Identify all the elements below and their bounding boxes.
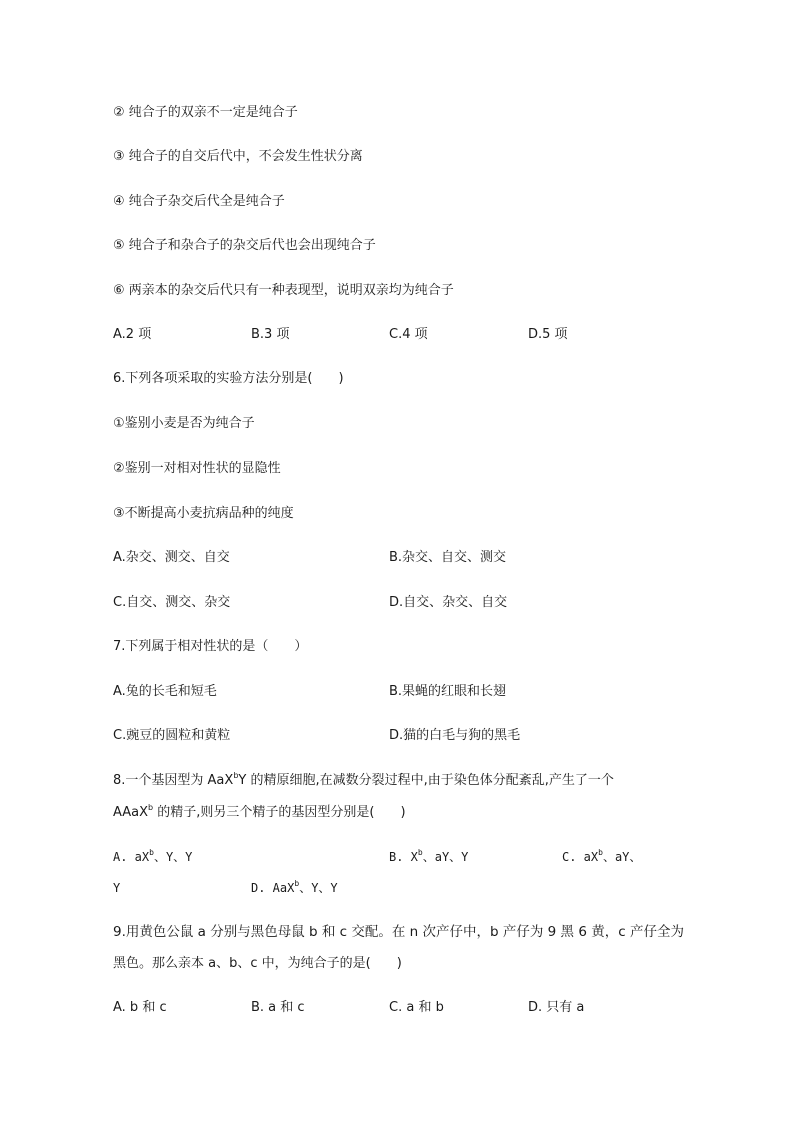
q7-option-d: D.猫的白毛与狗的黑毛	[389, 728, 521, 743]
q8-option-c-continued: Y	[113, 881, 121, 895]
q6-item-2: ②鉴别一对相对性状的显隐性	[113, 461, 281, 476]
q6-option-d: D.自交、杂交、自交	[389, 595, 508, 610]
q8-option-b-rest: 、aY、Y	[422, 850, 469, 864]
q6-stem: 6.下列各项采取的实验方法分别是( )	[113, 371, 344, 386]
q9-option-d: D. 只有 a	[528, 1000, 585, 1015]
q8-option-a	[113, 848, 192, 866]
q8-option-d-superscript: b	[294, 879, 300, 888]
q6-option-c: C.自交、测交、杂交	[113, 595, 231, 610]
q7-option-a: A.兔的长毛和短毛	[113, 684, 217, 699]
q8-option-d	[251, 879, 338, 897]
q8-stem-line-2-superscript: b	[148, 803, 154, 812]
q8-option-b-text: B. X	[389, 850, 418, 864]
q7-stem: 7.下列属于相对性状的是（ ）	[113, 639, 308, 654]
q6-item-1: ①鉴别小麦是否为纯合子	[113, 416, 255, 431]
q8-option-d-rest: 、Y、Y	[299, 881, 338, 895]
q8-option-d-text: D. AaX	[251, 881, 295, 895]
q5-option-a: A.2 项	[113, 327, 152, 342]
q6-item-3: ③不断提高小麦抗病品种的纯度	[113, 506, 294, 521]
q8-stem-text: 8.一个基因型为 AaX	[113, 773, 234, 788]
statement-5: ⑤ 纯合子和杂合子的杂交后代也会出现纯合子	[113, 238, 376, 253]
q8-option-b-superscript: b	[417, 848, 423, 857]
q8-option-b	[389, 848, 468, 866]
q5-option-c: C.4 项	[389, 327, 428, 342]
q9-option-c: C. a 和 b	[389, 1000, 444, 1015]
q8-stem-line-2	[113, 804, 406, 822]
q8-option-c-text: C. aX	[562, 850, 599, 864]
q8-stem-text-rest: Y 的精原细胞,在减数分裂过程中,由于染色体分配紊乱,产生了一个	[238, 773, 614, 788]
q8-stem	[113, 772, 614, 790]
q7-option-b: B.果蝇的红眼和长翅	[389, 684, 507, 699]
statement-6: ⑥ 两亲本的杂交后代只有一种表现型，说明双亲均为纯合子	[113, 283, 454, 298]
q9-stem: 9.用黄色公鼠 a 分别与黑色母鼠 b 和 c 交配。在 n 次产仔中，b 产仔为 9 黑 6 黄，c 产仔全为	[113, 924, 684, 940]
q9-option-a: A. b 和 c	[113, 1000, 167, 1015]
q9-option-b: B. a 和 c	[251, 1000, 305, 1015]
q8-option-c	[562, 848, 641, 866]
statement-4: ④ 纯合子杂交后代全是纯合子	[113, 194, 285, 209]
q5-option-d: D.5 项	[528, 327, 568, 342]
q5-option-b: B.3 项	[251, 327, 290, 342]
statement-3: ③ 纯合子的自交后代中，不会发生性状分离	[113, 149, 363, 164]
q6-option-b: B.杂交、自交、测交	[389, 550, 507, 565]
q8-option-c-rest: 、aY、	[602, 850, 642, 864]
q9-stem-line-2: 黑色。那么亲本 a、b、c 中，为纯合子的是( )	[113, 956, 402, 971]
q8-option-c-superscript: b	[598, 848, 603, 857]
q8-option-a-superscript: b	[149, 848, 154, 857]
q6-option-a: A.杂交、测交、自交	[113, 550, 230, 565]
q8-option-a-rest: 、Y、Y	[153, 850, 193, 864]
q8-stem-line-2-text: AAaX	[113, 805, 149, 820]
q8-stem-line-2-rest: 的精子,则另三个精子的基因型分别是( )	[153, 805, 406, 820]
q8-option-a-text: A. aX	[113, 850, 150, 864]
q7-option-c: C.豌豆的圆粒和黄粒	[113, 728, 231, 743]
q8-stem-superscript: b	[233, 771, 239, 780]
statement-2: ② 纯合子的双亲不一定是纯合子	[113, 105, 298, 120]
